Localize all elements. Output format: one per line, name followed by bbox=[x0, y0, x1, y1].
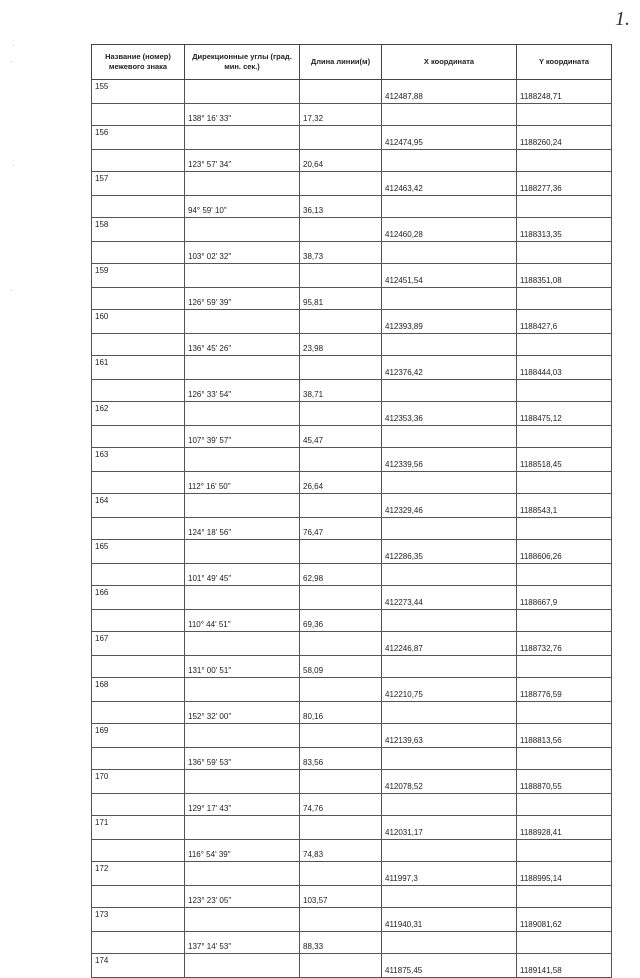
empty-cell bbox=[92, 242, 185, 264]
table-row-segment bbox=[92, 748, 612, 770]
direction-angle: 123° 23' 05" bbox=[185, 886, 300, 908]
table-body bbox=[92, 80, 612, 978]
empty-cell bbox=[517, 288, 612, 310]
x-coordinate: 412487,88 bbox=[382, 80, 517, 104]
empty-cell bbox=[517, 334, 612, 356]
empty-cell bbox=[517, 426, 612, 448]
empty-cell bbox=[185, 448, 300, 472]
empty-cell bbox=[300, 724, 382, 748]
point-name: 172 bbox=[92, 862, 185, 886]
direction-angle: 131° 00' 51" bbox=[185, 656, 300, 678]
y-coordinate: 1188260,24 bbox=[517, 126, 612, 150]
empty-cell bbox=[382, 840, 517, 862]
point-name: 162 bbox=[92, 402, 185, 426]
empty-cell bbox=[92, 840, 185, 862]
line-length: 20,64 bbox=[300, 150, 382, 172]
empty-cell bbox=[185, 218, 300, 242]
y-coordinate: 1188813,56 bbox=[517, 724, 612, 748]
empty-cell bbox=[382, 610, 517, 632]
empty-cell bbox=[300, 494, 382, 518]
empty-cell bbox=[517, 932, 612, 954]
line-length: 74,83 bbox=[300, 840, 382, 862]
y-coordinate: 1188543,1 bbox=[517, 494, 612, 518]
point-name: 160 bbox=[92, 310, 185, 334]
empty-cell bbox=[92, 426, 185, 448]
table-row-segment bbox=[92, 702, 612, 724]
table-row-point bbox=[92, 954, 612, 978]
point-name: 156 bbox=[92, 126, 185, 150]
point-name: 165 bbox=[92, 540, 185, 564]
empty-cell bbox=[517, 794, 612, 816]
empty-cell bbox=[517, 104, 612, 126]
empty-cell bbox=[300, 402, 382, 426]
table-row-point bbox=[92, 494, 612, 518]
point-name: 159 bbox=[92, 264, 185, 288]
line-length: 58,09 bbox=[300, 656, 382, 678]
line-length: 26,64 bbox=[300, 472, 382, 494]
empty-cell bbox=[517, 242, 612, 264]
table-row-point bbox=[92, 586, 612, 610]
x-coordinate: 412463,42 bbox=[382, 172, 517, 196]
x-coordinate: 412031,17 bbox=[382, 816, 517, 840]
header-y-coordinate: Y координата bbox=[517, 45, 612, 80]
table-row-point bbox=[92, 356, 612, 380]
table-row-segment bbox=[92, 150, 612, 172]
line-length: 62,98 bbox=[300, 564, 382, 586]
empty-cell bbox=[300, 80, 382, 104]
empty-cell bbox=[382, 932, 517, 954]
x-coordinate: 412286,35 bbox=[382, 540, 517, 564]
empty-cell bbox=[517, 518, 612, 540]
empty-cell bbox=[517, 656, 612, 678]
empty-cell bbox=[92, 656, 185, 678]
empty-cell bbox=[185, 954, 300, 978]
empty-cell bbox=[517, 886, 612, 908]
empty-cell bbox=[382, 242, 517, 264]
line-length: 36,13 bbox=[300, 196, 382, 218]
table-row-point bbox=[92, 126, 612, 150]
direction-angle: 94° 59' 10" bbox=[185, 196, 300, 218]
point-name: 173 bbox=[92, 908, 185, 932]
y-coordinate: 1188277,36 bbox=[517, 172, 612, 196]
empty-cell bbox=[185, 172, 300, 196]
direction-angle: 126° 33' 54" bbox=[185, 380, 300, 402]
empty-cell bbox=[517, 380, 612, 402]
point-name: 157 bbox=[92, 172, 185, 196]
header-x-coordinate: X координата bbox=[382, 45, 517, 80]
empty-cell bbox=[382, 564, 517, 586]
empty-cell bbox=[382, 886, 517, 908]
table-row-segment bbox=[92, 380, 612, 402]
table-header-row bbox=[92, 45, 612, 80]
empty-cell bbox=[382, 794, 517, 816]
empty-cell bbox=[382, 150, 517, 172]
empty-cell bbox=[92, 886, 185, 908]
x-coordinate: 412474,95 bbox=[382, 126, 517, 150]
line-length: 23,98 bbox=[300, 334, 382, 356]
table-row-point bbox=[92, 862, 612, 886]
point-name: 158 bbox=[92, 218, 185, 242]
table-row-segment bbox=[92, 472, 612, 494]
line-length: 38,71 bbox=[300, 380, 382, 402]
table-row-segment bbox=[92, 564, 612, 586]
y-coordinate: 1188518,45 bbox=[517, 448, 612, 472]
table-row-point bbox=[92, 816, 612, 840]
x-coordinate: 412210,75 bbox=[382, 678, 517, 702]
line-length: 69,36 bbox=[300, 610, 382, 632]
empty-cell bbox=[382, 702, 517, 724]
table-row-segment bbox=[92, 334, 612, 356]
y-coordinate: 1189081,62 bbox=[517, 908, 612, 932]
empty-cell bbox=[92, 794, 185, 816]
direction-angle: 136° 45' 26" bbox=[185, 334, 300, 356]
empty-cell bbox=[517, 610, 612, 632]
direction-angle: 126° 59' 39" bbox=[185, 288, 300, 310]
empty-cell bbox=[185, 770, 300, 794]
empty-cell bbox=[382, 656, 517, 678]
point-name: 170 bbox=[92, 770, 185, 794]
empty-cell bbox=[517, 840, 612, 862]
table-row-point bbox=[92, 172, 612, 196]
empty-cell bbox=[382, 380, 517, 402]
y-coordinate: 1188776,59 bbox=[517, 678, 612, 702]
x-coordinate: 412460,28 bbox=[382, 218, 517, 242]
direction-angle: 124° 18' 56" bbox=[185, 518, 300, 540]
x-coordinate: 412139,63 bbox=[382, 724, 517, 748]
table-row-segment bbox=[92, 104, 612, 126]
direction-angle: 101° 49' 45" bbox=[185, 564, 300, 586]
table-row-point bbox=[92, 678, 612, 702]
empty-cell bbox=[92, 380, 185, 402]
point-name: 168 bbox=[92, 678, 185, 702]
line-length: 103,57 bbox=[300, 886, 382, 908]
header-direction-angle: Дирекционные углы (град. мин. сек.) bbox=[185, 45, 300, 80]
empty-cell bbox=[185, 356, 300, 380]
header-point-name: Название (номер) межевого знака bbox=[92, 45, 185, 80]
empty-cell bbox=[185, 862, 300, 886]
x-coordinate: 412451,54 bbox=[382, 264, 517, 288]
empty-cell bbox=[517, 472, 612, 494]
x-coordinate: 412376,42 bbox=[382, 356, 517, 380]
x-coordinate: 412353,36 bbox=[382, 402, 517, 426]
table-row-point bbox=[92, 264, 612, 288]
empty-cell bbox=[300, 954, 382, 978]
table-row-point bbox=[92, 540, 612, 564]
empty-cell bbox=[300, 126, 382, 150]
line-length: 83,56 bbox=[300, 748, 382, 770]
y-coordinate: 1188427,6 bbox=[517, 310, 612, 334]
point-name: 166 bbox=[92, 586, 185, 610]
empty-cell bbox=[92, 564, 185, 586]
empty-cell bbox=[382, 196, 517, 218]
empty-cell bbox=[300, 586, 382, 610]
table-row-segment bbox=[92, 196, 612, 218]
empty-cell bbox=[185, 724, 300, 748]
empty-cell bbox=[92, 748, 185, 770]
line-length: 74,76 bbox=[300, 794, 382, 816]
empty-cell bbox=[300, 356, 382, 380]
table-row-segment bbox=[92, 242, 612, 264]
empty-cell bbox=[185, 310, 300, 334]
line-length: 88,33 bbox=[300, 932, 382, 954]
line-length: 45,47 bbox=[300, 426, 382, 448]
empty-cell bbox=[300, 862, 382, 886]
empty-cell bbox=[185, 908, 300, 932]
table-row-point bbox=[92, 770, 612, 794]
empty-cell bbox=[300, 448, 382, 472]
empty-cell bbox=[185, 678, 300, 702]
empty-cell bbox=[300, 264, 382, 288]
x-coordinate: 412078,52 bbox=[382, 770, 517, 794]
direction-angle: 110° 44' 51" bbox=[185, 610, 300, 632]
x-coordinate: 411940,31 bbox=[382, 908, 517, 932]
direction-angle: 152° 32' 00" bbox=[185, 702, 300, 724]
table-row-segment bbox=[92, 518, 612, 540]
table-row-segment bbox=[92, 840, 612, 862]
table-row-segment bbox=[92, 288, 612, 310]
x-coordinate: 412393,89 bbox=[382, 310, 517, 334]
y-coordinate: 1188248,71 bbox=[517, 80, 612, 104]
y-coordinate: 1188351,08 bbox=[517, 264, 612, 288]
y-coordinate: 1188667,9 bbox=[517, 586, 612, 610]
x-coordinate: 411875,45 bbox=[382, 954, 517, 978]
empty-cell bbox=[185, 402, 300, 426]
table-row-segment bbox=[92, 656, 612, 678]
empty-cell bbox=[92, 150, 185, 172]
x-coordinate: 412339,56 bbox=[382, 448, 517, 472]
empty-cell bbox=[92, 288, 185, 310]
empty-cell bbox=[382, 334, 517, 356]
empty-cell bbox=[300, 540, 382, 564]
empty-cell bbox=[300, 908, 382, 932]
table-row-segment bbox=[92, 610, 612, 632]
x-coordinate: 412273,44 bbox=[382, 586, 517, 610]
point-name: 169 bbox=[92, 724, 185, 748]
table-row-segment bbox=[92, 794, 612, 816]
empty-cell bbox=[517, 196, 612, 218]
table-row-segment bbox=[92, 426, 612, 448]
table-row-point bbox=[92, 724, 612, 748]
empty-cell bbox=[92, 932, 185, 954]
empty-cell bbox=[185, 126, 300, 150]
header-line-length: Длина линии(м) bbox=[300, 45, 382, 80]
x-coordinate: 412246,87 bbox=[382, 632, 517, 656]
empty-cell bbox=[185, 540, 300, 564]
empty-cell bbox=[92, 334, 185, 356]
empty-cell bbox=[92, 472, 185, 494]
empty-cell bbox=[300, 770, 382, 794]
table-row-point bbox=[92, 218, 612, 242]
direction-angle: 107° 39' 57" bbox=[185, 426, 300, 448]
direction-angle: 116° 54' 39" bbox=[185, 840, 300, 862]
table-row-point bbox=[92, 402, 612, 426]
empty-cell bbox=[382, 104, 517, 126]
empty-cell bbox=[382, 518, 517, 540]
empty-cell bbox=[517, 748, 612, 770]
empty-cell bbox=[185, 80, 300, 104]
empty-cell bbox=[300, 218, 382, 242]
direction-angle: 136° 59' 53" bbox=[185, 748, 300, 770]
y-coordinate: 1188870,55 bbox=[517, 770, 612, 794]
point-name: 161 bbox=[92, 356, 185, 380]
empty-cell bbox=[185, 632, 300, 656]
line-length: 38,73 bbox=[300, 242, 382, 264]
y-coordinate: 1189141,58 bbox=[517, 954, 612, 978]
empty-cell bbox=[300, 678, 382, 702]
table-row-segment bbox=[92, 932, 612, 954]
empty-cell bbox=[185, 264, 300, 288]
empty-cell bbox=[382, 288, 517, 310]
line-length: 76,47 bbox=[300, 518, 382, 540]
table-row-point bbox=[92, 80, 612, 104]
line-length: 95,81 bbox=[300, 288, 382, 310]
empty-cell bbox=[300, 172, 382, 196]
y-coordinate: 1188928,41 bbox=[517, 816, 612, 840]
empty-cell bbox=[300, 310, 382, 334]
point-name: 163 bbox=[92, 448, 185, 472]
direction-angle: 137° 14' 53" bbox=[185, 932, 300, 954]
empty-cell bbox=[382, 748, 517, 770]
empty-cell bbox=[185, 816, 300, 840]
table-row-point bbox=[92, 310, 612, 334]
point-name: 174 bbox=[92, 954, 185, 978]
direction-angle: 112° 16' 50" bbox=[185, 472, 300, 494]
line-length: 17,32 bbox=[300, 104, 382, 126]
y-coordinate: 1188475,12 bbox=[517, 402, 612, 426]
x-coordinate: 411997,3 bbox=[382, 862, 517, 886]
y-coordinate: 1188313,35 bbox=[517, 218, 612, 242]
x-coordinate: 412329,46 bbox=[382, 494, 517, 518]
line-length: 80,16 bbox=[300, 702, 382, 724]
empty-cell bbox=[517, 150, 612, 172]
direction-angle: 123° 57' 34" bbox=[185, 150, 300, 172]
empty-cell bbox=[92, 104, 185, 126]
empty-cell bbox=[517, 564, 612, 586]
direction-angle: 129° 17' 43" bbox=[185, 794, 300, 816]
empty-cell bbox=[382, 426, 517, 448]
page-number: 1. bbox=[615, 8, 630, 30]
y-coordinate: 1188444,03 bbox=[517, 356, 612, 380]
empty-cell bbox=[92, 518, 185, 540]
empty-cell bbox=[300, 632, 382, 656]
direction-angle: 103° 02' 32" bbox=[185, 242, 300, 264]
coordinates-table bbox=[91, 44, 612, 978]
table-row-point bbox=[92, 632, 612, 656]
table-row-point bbox=[92, 448, 612, 472]
empty-cell bbox=[185, 494, 300, 518]
point-name: 167 bbox=[92, 632, 185, 656]
direction-angle: 138° 16' 33" bbox=[185, 104, 300, 126]
empty-cell bbox=[185, 586, 300, 610]
empty-cell bbox=[92, 702, 185, 724]
y-coordinate: 1188606,26 bbox=[517, 540, 612, 564]
table-row-segment bbox=[92, 886, 612, 908]
empty-cell bbox=[382, 472, 517, 494]
empty-cell bbox=[92, 196, 185, 218]
y-coordinate: 1188732,76 bbox=[517, 632, 612, 656]
point-name: 171 bbox=[92, 816, 185, 840]
point-name: 155 bbox=[92, 80, 185, 104]
empty-cell bbox=[92, 610, 185, 632]
point-name: 164 bbox=[92, 494, 185, 518]
empty-cell bbox=[517, 702, 612, 724]
y-coordinate: 1188995,14 bbox=[517, 862, 612, 886]
empty-cell bbox=[300, 816, 382, 840]
table-row-point bbox=[92, 908, 612, 932]
